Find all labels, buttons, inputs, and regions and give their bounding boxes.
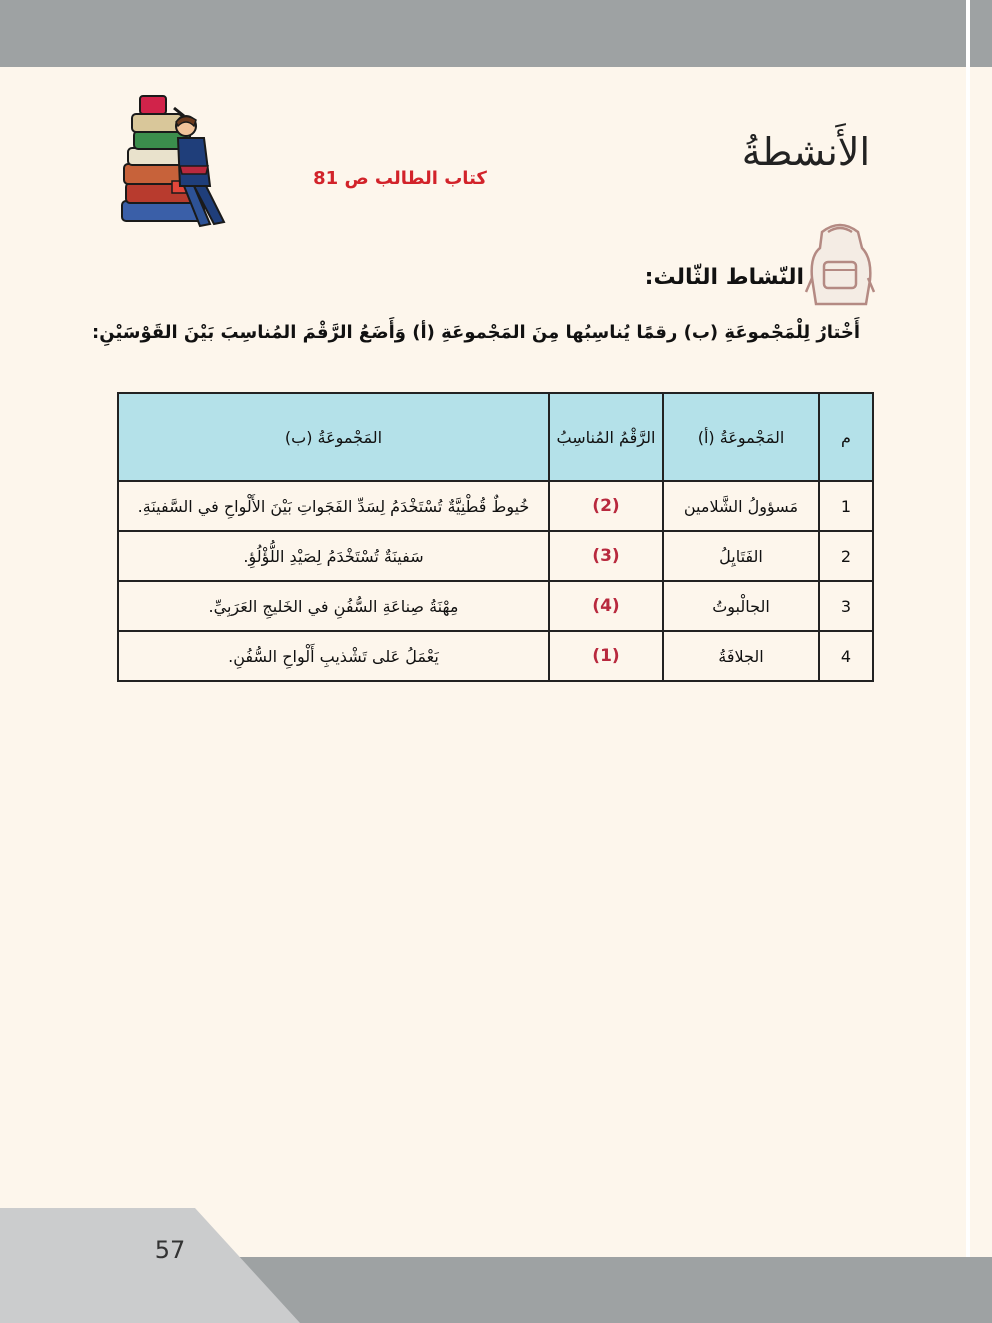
group-b-cell: مِهْنَةُ صِناعَةِ السُّفُنِ في الخَليجِ العَرَبِيِّ.: [118, 581, 549, 631]
page-title: الأَنشطةُ: [741, 130, 870, 174]
header-group-a: المَجْموعَةُ (أ): [663, 393, 819, 481]
table-row: [118, 631, 873, 681]
row-index: 3: [819, 581, 873, 631]
group-a-cell: الجلافَةُ: [663, 631, 819, 681]
row-index: 4: [819, 631, 873, 681]
books-stack-illustration: [114, 86, 244, 241]
header-number: الرَّقْمُ المُناسِبُ: [549, 393, 663, 481]
edge-divider: [966, 0, 970, 1323]
group-b-cell: سَفينَةٌ تُسْتَخْدَمُ لِصَيْدِ اللُّؤْلُؤِ.: [118, 531, 549, 581]
backpack-icon: [802, 218, 878, 310]
group-b-cell: يَعْمَلُ عَلى تَشْذيبِ أَلْواحِ السُّفُنِ.: [118, 631, 549, 681]
group-a-cell: الفَتَايِلُ: [663, 531, 819, 581]
answer-number: (3): [549, 531, 663, 581]
activity-title: النّشاط الثّالث:: [644, 265, 804, 290]
answer-number: (2): [549, 481, 663, 531]
row-index: 1: [819, 481, 873, 531]
header-group-b: المَجْموعَةُ (ب): [118, 393, 549, 481]
group-a-cell: مَسؤولُ الشَّلامين: [663, 481, 819, 531]
page-number: 57: [154, 1236, 186, 1264]
matching-table: [117, 392, 874, 682]
table-row: [118, 531, 873, 581]
group-a-cell: الجالْبوتُ: [663, 581, 819, 631]
table-row: [118, 581, 873, 631]
page-number-tab: [0, 1208, 300, 1323]
header-m: م: [819, 393, 873, 481]
activity-instruction: أَخْتارُ لِلْمَجْموعَةِ (ب) رقمًا يُناسِبُها مِنَ المَجْموعَةِ (أ) وَأَضَعُ الرَّقْمَ المُناسِبَ بَيْنَ القَوْسَيْنِ:: [92, 322, 860, 343]
table-header-row: [118, 393, 873, 481]
book-reference: كتاب الطالب ص 81: [313, 168, 487, 189]
table-row: [118, 481, 873, 531]
answer-number: (4): [549, 581, 663, 631]
row-index: 2: [819, 531, 873, 581]
group-b-cell: خُيوطٌ قُطْنِيَّةٌ تُسْتَخْدَمُ لِسَدِّ الفَجَواتِ بَيْنَ الأَلْواحِ في السَّفينَةِ.: [118, 481, 549, 531]
answer-number: (1): [549, 631, 663, 681]
top-bar: [0, 0, 992, 67]
